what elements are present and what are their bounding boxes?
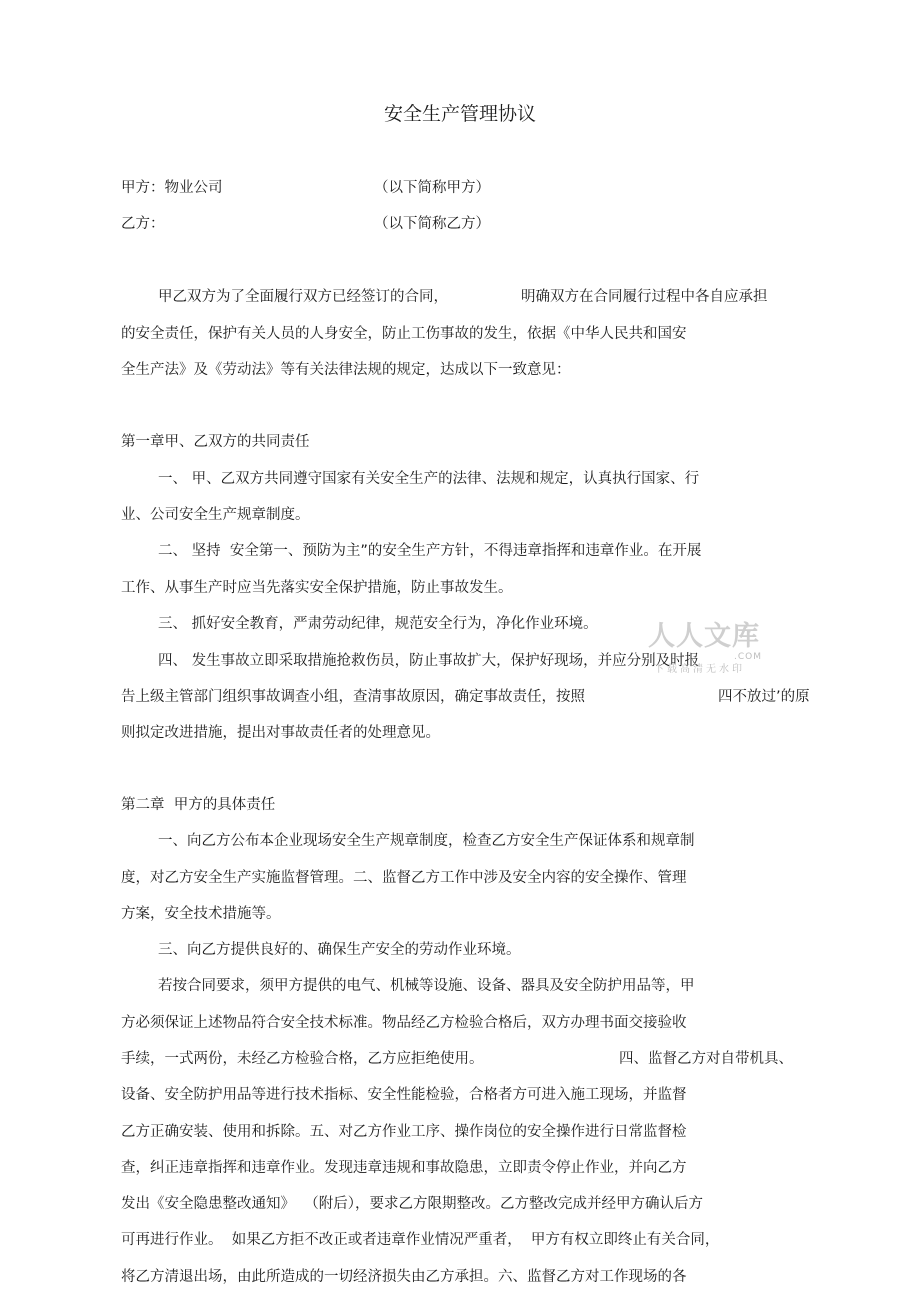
chapter1-item1-line2: 业、公司安全生产规章制度。 [121, 507, 310, 523]
chapter2-line-11: 发出《安全隐患整改通知》 （附后），要求乙方限期整改。乙方整改完成并经甲方确认后方 [121, 1196, 703, 1212]
chapter1-item4-line3: 则拟定改进措施，提出对事故责任者的处理意见。 [121, 725, 440, 741]
chapter1-item4-line1: 四、 发生事故立即采取措施抢救伤员，防止事故扩大，保护好现场，并应分别及时报 [158, 653, 700, 669]
party-a-label: 甲方：物业公司 [121, 180, 223, 196]
chapter1-item1-line1: 一、 甲、乙双方共同遵守国家有关安全生产的法律、法规和规定，认真执行国家、行 [158, 471, 700, 487]
watermark-main-text: 人人文库 [648, 621, 760, 652]
chapter1-item3-line1: 三、 抓好安全教育，严肃劳动纪律，规范安全行为，净化作业环境。 [158, 616, 598, 632]
chapter2-line-9: 乙方正确安装、使用和拆除。五、对乙方作业工序、操作岗位的安全操作进行日常监督检 [121, 1124, 687, 1140]
chapter1-item2-line2: 工作、从事生产时应当先落实安全保护措施，防止事故发生。 [121, 580, 513, 596]
chapter1-item4-line2b: 四不放过’的原 [718, 689, 810, 705]
chapter2-line-7a: 手续，一式两份，未经乙方检验合格，乙方应拒绝使用。 [121, 1051, 484, 1067]
chapter2-line-7b: 四、监督乙方对自带机具、 [619, 1051, 793, 1067]
chapter2-line-6: 方必须保证上述物品符合安全技术标准。物品经乙方检验合格后，双方办理书面交接验收 [121, 1015, 687, 1031]
chapter1-heading: 第一章甲、乙双方的共同责任 [121, 434, 310, 450]
watermark-domain-text: .COM [734, 652, 762, 662]
intro-line-3: 全生产法》及《劳动法》等有关法律法规的规定，达成以下一致意见： [121, 362, 571, 378]
document-title: 安全生产管理协议 [383, 103, 536, 125]
chapter2-line-12: 可再进行作业。 如果乙方拒不改正或者违章作业情况严重者， 甲方有权立即终止有关合同， [121, 1232, 720, 1248]
chapter2-line-4: 三、向乙方提供良好的、确保生产安全的劳动作业环境。 [158, 942, 521, 958]
chapter2-line-2: 度，对乙方安全生产实施监督管理。二、监督乙方工作中涉及安全内容的安全操作、管理 [121, 870, 687, 886]
chapter2-line-8: 设备、安全防护用品等进行技术指标、安全性能检验，合格者方可进入施工现场，并监督 [121, 1087, 687, 1103]
party-b-label: 乙方： [121, 216, 165, 232]
intro-line-1b: 明确双方在合同履行过程中各自应承担 [521, 289, 768, 305]
chapter1-item4-line2a: 告上级主管部门组织事故调查小组，查清事故原因，确定事故责任，按照 [121, 689, 585, 705]
chapter2-line-10: 查，纠正违章指挥和违章作业。发现违章违规和事故隐患，立即责令停止作业，并向乙方 [121, 1160, 687, 1176]
intro-line-1a: 甲乙双方为了全面履行双方已经签订的合同， [158, 289, 448, 305]
party-a-note: （以下简称甲方） [374, 180, 490, 196]
watermark-sub-text: 下载高清无水印 [654, 664, 745, 675]
chapter2-line-1: 一、向乙方公布本企业现场安全生产规章制度，检查乙方安全生产保证体系和规章制 [158, 833, 695, 849]
chapter2-line-13: 将乙方清退出场，由此所造成的一切经济损失由乙方承担。六、监督乙方对工作现场的各 [121, 1269, 687, 1285]
chapter2-line-5: 若按合同要求，须甲方提供的电气、机械等设施、设备、器具及安全防护用品等，甲 [158, 978, 695, 994]
watermark-logo [648, 621, 773, 675]
chapter2-line-3: 方案，安全技术措施等。 [121, 906, 281, 922]
chapter2-heading: 第二章 甲方的具体责任 [121, 797, 276, 813]
intro-line-2: 的安全责任，保护有关人员的人身安全，防止工伤事故的发生，依据《中华人民共和国安 [121, 326, 687, 342]
party-b-note: （以下简称乙方） [374, 216, 490, 232]
chapter1-item2-line1: 二、 坚持 安全第一、预防为主”的安全生产方针，不得违章指挥和违章作业。在开展 [158, 543, 702, 559]
